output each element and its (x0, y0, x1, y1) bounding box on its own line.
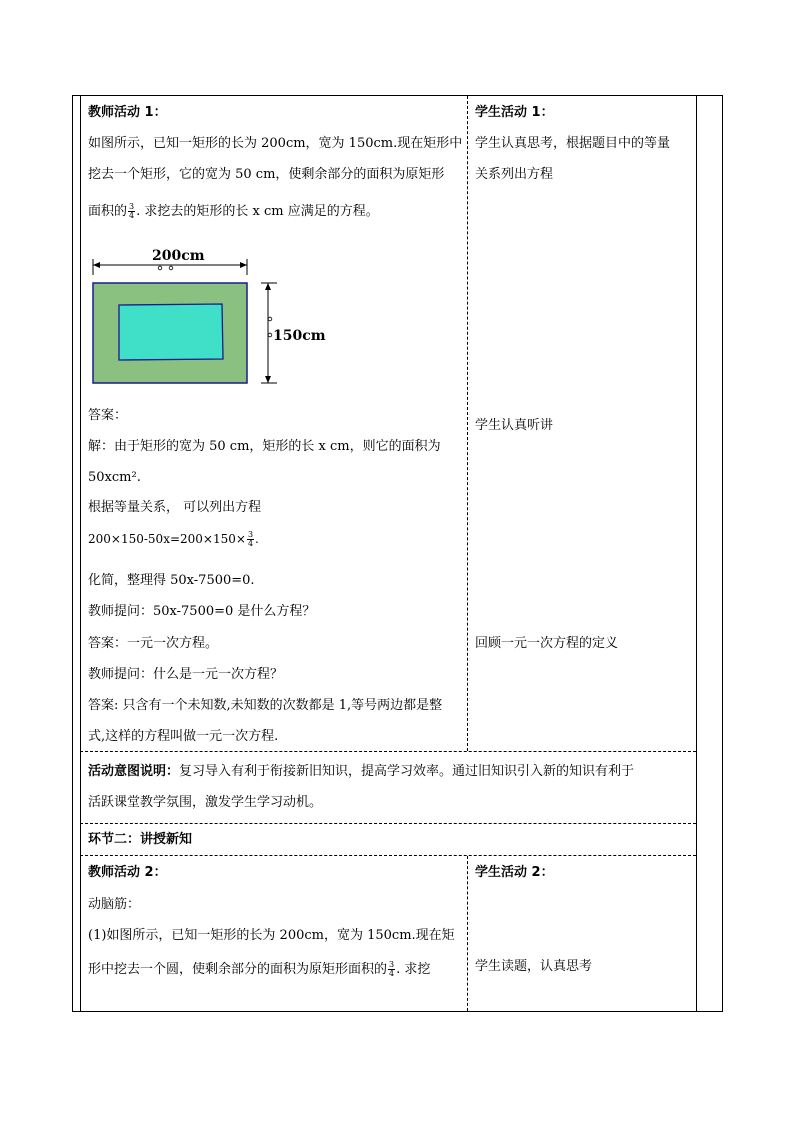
simplify-line: 化简，整理得 50x-7500=0. (88, 573, 255, 588)
anchor-dot-4 (268, 333, 272, 337)
student1-line-1: 学生认真思考，根据题目中的等量 (475, 136, 671, 151)
figure-width-label: 200cm (152, 248, 205, 264)
anchor-dot-1 (158, 266, 162, 270)
answer-2-line-1: 答案: 只含有一个未知数,未知数的次数都是 1,等号两边都是整 (88, 698, 443, 713)
answer-2-line-2: 式,这样的方程叫做一元一次方程. (88, 729, 279, 744)
inner-rectangle (119, 304, 223, 360)
anchor-dot-2 (169, 266, 173, 270)
student-activity-2-title: 学生活动 2： (475, 865, 554, 880)
student-activity-1-title: 学生活动 1： (475, 105, 554, 120)
anchor-dot-3 (268, 317, 272, 321)
equation-left: 200×150-50x=200×150× (88, 532, 246, 546)
equation-fraction: $\frac{3}{4}$ (247, 530, 254, 548)
equation-end: . (255, 532, 259, 546)
table-right-border (722, 95, 723, 1012)
teacher2-line-3-start: 形中挖去一个圆，使剩余部分的面积为原矩形面积的 (88, 962, 388, 977)
table-left-border (72, 95, 73, 1012)
student1-listen: 学生认真听讲 (475, 418, 554, 433)
inner-left-line (80, 95, 81, 1012)
answer-label: 答案： (88, 408, 128, 423)
teacher1-problem-line-2: 挖去一个矩形，它的宽为 50 cm，使剩余部分的面积为原矩形 (88, 167, 445, 182)
section-2-title: 环节二：讲授新知 (88, 832, 193, 847)
arrowhead-bottom (265, 376, 271, 383)
teacher2-line-3-end: . 求挖 (396, 962, 431, 977)
row-separator-1 (80, 751, 696, 752)
activity-intent-text-1: 复习导入有利于衔接新旧知识，提高学习效率。通过旧知识引入新的知识有利于 (179, 764, 635, 779)
table-bottom-border (72, 1011, 723, 1012)
solution-line-2: 50xcm². (88, 470, 141, 485)
column-divider-2 (467, 856, 468, 1011)
activity-intent-line-2: 活跃课堂教学氛围，激发学生学习动机。 (88, 795, 323, 810)
teacher1-problem-line-3 (88, 203, 379, 220)
answer-1: 答案：一元一次方程。 (88, 636, 219, 651)
solution-line-3: 根据等量关系， 可以列出方程 (88, 500, 262, 515)
fraction-three-quarters: $\frac{3}{4}$ (129, 202, 135, 220)
teacher1-problem-line-1: 如图所示，已知一矩形的长为 200cm，宽为 150cm.现在矩形中 (88, 136, 463, 151)
teacher-question-2: 教师提问：什么是一元一次方程？ (88, 667, 284, 682)
inner-right-line (696, 95, 697, 1012)
student1-review: 回顾一元一次方程的定义 (475, 636, 619, 651)
table-top-border (72, 95, 723, 96)
student1-line-2: 关系列出方程 (475, 167, 554, 182)
rectangle-diagram (85, 245, 345, 390)
teacher2-line-1: 动脑筋： (88, 897, 141, 912)
arrowhead-left (93, 262, 100, 268)
arrowhead-top (265, 283, 271, 290)
activity-intent-line-1 (88, 764, 634, 780)
column-divider-1 (467, 96, 468, 751)
teacher2-line-2: (1)如图所示，已知一矩形的长为 200cm，宽为 150cm.现在矩 (88, 928, 455, 943)
teacher2-line-3 (88, 961, 430, 978)
teacher-activity-2-title: 教师活动 2： (88, 865, 167, 880)
teacher-question-1: 教师提问：50x-7500=0 是什么方程？ (88, 604, 316, 619)
figure-height-label: 150cm (273, 328, 326, 344)
teacher2-fraction: $\frac{3}{4}$ (389, 960, 395, 978)
row-separator-2 (80, 823, 696, 824)
student2-line-1: 学生读题，认真思考 (475, 959, 593, 974)
rectangle-figure (85, 245, 345, 390)
arrowhead-right (240, 262, 247, 268)
solution-line-1: 解：由于矩形的宽为 50 cm，矩形的长 x cm，则它的面积为 (88, 439, 441, 454)
teacher-activity-1-title: 教师活动 1： (88, 105, 167, 120)
activity-intent-label: 活动意图说明： (88, 764, 180, 779)
problem-line-3-start: 面积的 (88, 204, 128, 219)
row-separator-3 (80, 855, 696, 856)
equation-line (88, 531, 259, 548)
problem-line-3-end: . 求挖去的矩形的长 x cm 应满足的方程。 (136, 204, 379, 219)
